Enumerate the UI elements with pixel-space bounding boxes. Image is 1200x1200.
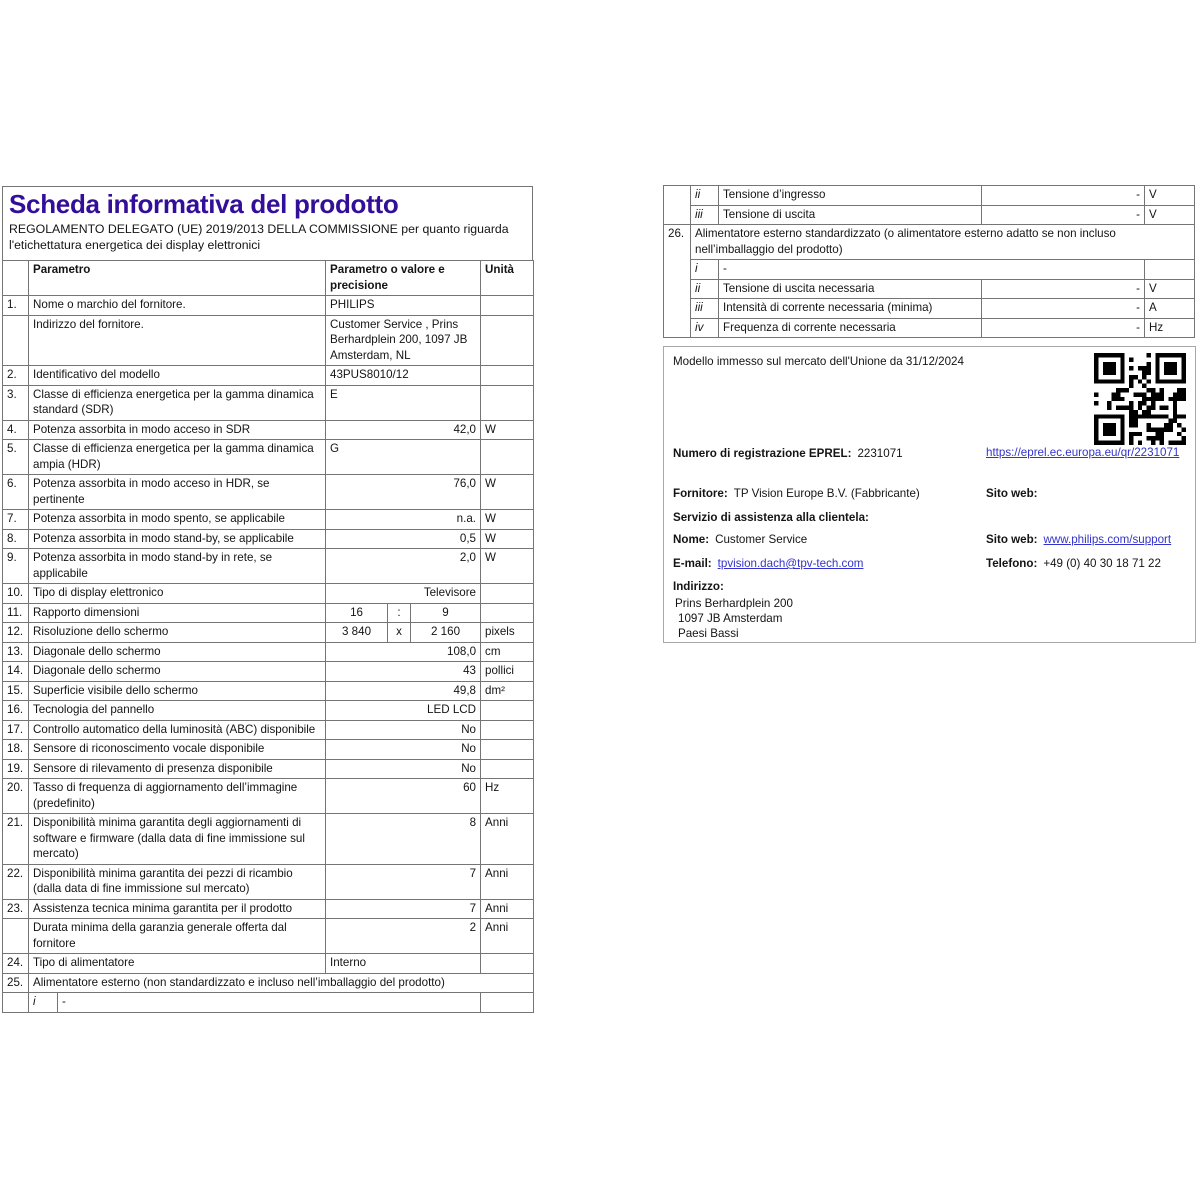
nome-label: Nome: xyxy=(673,533,710,546)
row-number xyxy=(664,186,691,225)
ratio-width: 16 xyxy=(326,603,388,623)
row-value: 2 xyxy=(326,919,481,954)
address-line-2: 1097 JB Amsterdam xyxy=(678,612,783,625)
subrow-value: - xyxy=(719,260,1145,280)
header-value: Parametro o valore e precisione xyxy=(326,261,481,296)
page-subtitle: REGOLAMENTO DELEGATO (UE) 2019/2013 DELLA COMMISSIONE per quanto riguarda l'etichettatura energetica dei display elettronici xyxy=(9,222,509,252)
table-row xyxy=(3,759,534,779)
row-unit: pixels xyxy=(481,623,534,643)
row-number: 23. xyxy=(3,899,29,919)
row-label: Identificativo del modello xyxy=(29,366,326,386)
power-supply-table xyxy=(663,185,1195,338)
row-value: 43PUS8010/12 xyxy=(326,366,481,386)
row-label: Alimentatore esterno (non standardizzato e incluso nell’imballaggio del prodotto) xyxy=(29,973,534,993)
table-row xyxy=(3,779,534,814)
row-unit xyxy=(481,296,534,316)
indirizzo-line xyxy=(673,579,724,594)
row-number: 3. xyxy=(3,385,29,420)
row-unit: cm xyxy=(481,642,534,662)
row-unit: Anni xyxy=(481,919,534,954)
row-number: 16. xyxy=(3,701,29,721)
subrow-index: iii xyxy=(691,299,719,319)
row-label: Tensione di uscita xyxy=(719,205,982,225)
row-number: 5. xyxy=(3,440,29,475)
sito-web-line xyxy=(986,486,1038,501)
row-value: 43 xyxy=(326,662,481,682)
table-row xyxy=(3,681,534,701)
row-value: E xyxy=(326,385,481,420)
nome-line xyxy=(673,532,807,547)
table-row xyxy=(3,701,534,721)
table-row xyxy=(3,420,534,440)
row-label: Potenza assorbita in modo stand-by in rete, se applicabile xyxy=(29,549,326,584)
email-link[interactable]: tpvision.dach@tpv-tech.com xyxy=(717,557,864,570)
table-row-aspect-ratio xyxy=(3,603,534,623)
row-number xyxy=(3,993,29,1013)
qr-code-icon xyxy=(1094,353,1186,445)
row-number: 10. xyxy=(3,584,29,604)
table-row xyxy=(3,899,534,919)
subrow-index: i xyxy=(29,993,58,1013)
table-row xyxy=(3,814,534,865)
address-line-1: Prins Berhardplein 200 xyxy=(675,597,793,610)
row-value: - xyxy=(982,205,1145,225)
philips-support-link[interactable]: www.philips.com/support xyxy=(1043,533,1172,546)
table-row xyxy=(3,296,534,316)
subrow-index: ii xyxy=(691,279,719,299)
row-number: 24. xyxy=(3,954,29,974)
fornitore-label: Fornitore: xyxy=(673,487,728,500)
eprel-registration-line xyxy=(673,446,903,461)
row-unit: V xyxy=(1145,186,1195,206)
row-number: 7. xyxy=(3,510,29,530)
row-unit: dm² xyxy=(481,681,534,701)
row-number: 2. xyxy=(3,366,29,386)
row-number: 9. xyxy=(3,549,29,584)
row-number: 8. xyxy=(3,529,29,549)
table-row xyxy=(3,642,534,662)
row-unit xyxy=(481,954,534,974)
row-value: n.a. xyxy=(326,510,481,530)
table-row xyxy=(3,315,534,366)
row-label: Superficie visibile dello schermo xyxy=(29,681,326,701)
row-label: Alimentatore esterno standardizzato (o alimentatore esterno adatto se non incluso nell’imballaggio del prodotto) xyxy=(691,225,1195,260)
row-label: Intensità di corrente necessaria (minima) xyxy=(719,299,982,319)
nome-value: Customer Service xyxy=(715,533,808,546)
row-number: 19. xyxy=(3,759,29,779)
row-label: Diagonale dello schermo xyxy=(29,662,326,682)
row-unit: W xyxy=(481,549,534,584)
row-value: No xyxy=(326,759,481,779)
table-row xyxy=(3,549,534,584)
row-label: Rapporto dimensioni xyxy=(29,603,326,623)
row-label: Tasso di frequenza di aggiornamento dell’immagine (predefinito) xyxy=(29,779,326,814)
table-row xyxy=(3,720,534,740)
table-row-section-26 xyxy=(664,225,1195,260)
row-number: 15. xyxy=(3,681,29,701)
table-row xyxy=(3,740,534,760)
row-label: Potenza assorbita in modo acceso in HDR, se pertinente xyxy=(29,475,326,510)
row-value: No xyxy=(326,740,481,760)
table-row xyxy=(3,385,534,420)
table-row-section-25 xyxy=(3,973,534,993)
table-row xyxy=(3,584,534,604)
row-number: 17. xyxy=(3,720,29,740)
row-unit xyxy=(481,701,534,721)
indirizzo-label: Indirizzo: xyxy=(673,580,724,593)
table-row xyxy=(3,529,534,549)
subrow-index: ii xyxy=(691,186,719,206)
subrow-value: - xyxy=(58,993,481,1013)
sito-web-label: Sito web: xyxy=(986,533,1038,546)
row-value: G xyxy=(326,440,481,475)
telefono-value: +49 (0) 40 30 18 71 22 xyxy=(1043,557,1161,570)
table-row xyxy=(3,440,534,475)
row-unit xyxy=(1145,260,1195,280)
row-label: Potenza assorbita in modo acceso in SDR xyxy=(29,420,326,440)
header-unit: Unità xyxy=(481,261,534,296)
row-value: 60 xyxy=(326,779,481,814)
row-label: Potenza assorbita in modo spento, se applicabile xyxy=(29,510,326,530)
table-subrow-i xyxy=(664,260,1195,280)
row-label: Classe di efficienza energetica per la gamma dinamica standard (SDR) xyxy=(29,385,326,420)
row-value: Interno xyxy=(326,954,481,974)
row-number: 20. xyxy=(3,779,29,814)
row-unit: Anni xyxy=(481,864,534,899)
row-number: 25. xyxy=(3,973,29,993)
row-number: 11. xyxy=(3,603,29,623)
right-panel xyxy=(663,185,1194,338)
table-row xyxy=(3,919,534,954)
row-unit: pollici xyxy=(481,662,534,682)
row-unit xyxy=(481,740,534,760)
table-subrow-i xyxy=(3,993,534,1013)
subrow-index: iv xyxy=(691,318,719,338)
header-param: Parametro xyxy=(29,261,326,296)
row-unit: V xyxy=(1145,205,1195,225)
row-label: Assistenza tecnica minima garantita per il prodotto xyxy=(29,899,326,919)
eprel-label: Numero di registrazione EPREL: xyxy=(673,447,852,460)
row-unit: W xyxy=(481,529,534,549)
row-value: - xyxy=(982,299,1145,319)
title-box xyxy=(2,186,533,260)
row-unit: W xyxy=(481,510,534,530)
eprel-number: 2231071 xyxy=(857,447,903,460)
row-unit: Hz xyxy=(481,779,534,814)
row-value: 8 xyxy=(326,814,481,865)
row-number: 13. xyxy=(3,642,29,662)
row-label: Tecnologia del pannello xyxy=(29,701,326,721)
row-number: 1. xyxy=(3,296,29,316)
table-subrow-iii xyxy=(664,299,1195,319)
row-value: - xyxy=(982,186,1145,206)
table-header-row xyxy=(3,261,534,296)
row-value: Customer Service , Prins Berhardplein 200, 1097 JB Amsterdam, NL xyxy=(326,315,481,366)
row-unit xyxy=(481,366,534,386)
row-label: Risoluzione dello schermo xyxy=(29,623,326,643)
sito-web-support-line xyxy=(986,532,1171,547)
row-number: 12. xyxy=(3,623,29,643)
table-subrow-iv xyxy=(664,318,1195,338)
row-number: 6. xyxy=(3,475,29,510)
row-label: Classe di efficienza energetica per la gamma dinamica ampia (HDR) xyxy=(29,440,326,475)
market-date-line: Modello immesso sul mercato dell'Unione da 31/12/2024 xyxy=(673,355,964,368)
resolution-separator: x xyxy=(388,623,411,643)
row-label: Tipo di display elettronico xyxy=(29,584,326,604)
row-number: 26. xyxy=(664,225,691,338)
table-row xyxy=(3,366,534,386)
row-number xyxy=(3,919,29,954)
row-label: Disponibilità minima garantita dei pezzi di ricambio (dalla data di fine immissione sul mercato) xyxy=(29,864,326,899)
row-unit xyxy=(481,584,534,604)
row-label: Tipo di alimentatore xyxy=(29,954,326,974)
email-label: E-mail: xyxy=(673,557,712,570)
product-parameters-table xyxy=(2,260,534,1013)
row-label: Controllo automatico della luminosità (ABC) disponibile xyxy=(29,720,326,740)
row-value: No xyxy=(326,720,481,740)
row-number: 18. xyxy=(3,740,29,760)
row-unit: W xyxy=(481,475,534,510)
row-label: Sensore di rilevamento di presenza disponibile xyxy=(29,759,326,779)
address-line-3: Paesi Bassi xyxy=(678,627,739,640)
email-line xyxy=(673,556,863,571)
row-unit xyxy=(481,385,534,420)
fornitore-value: TP Vision Europe B.V. (Fabbricante) xyxy=(733,487,920,500)
fornitore-line xyxy=(673,486,920,501)
row-value: 49,8 xyxy=(326,681,481,701)
eprel-link[interactable]: https://eprel.ec.europa.eu/qr/2231071 xyxy=(986,446,1180,459)
row-label: Durata minima della garanzia generale offerta dal fornitore xyxy=(29,919,326,954)
row-value: - xyxy=(982,318,1145,338)
row-number: 14. xyxy=(3,662,29,682)
row-unit: W xyxy=(481,420,534,440)
table-row xyxy=(3,954,534,974)
row-value: 42,0 xyxy=(326,420,481,440)
row-label: Tensione di uscita necessaria xyxy=(719,279,982,299)
table-subrow-iii xyxy=(664,205,1195,225)
row-label: Nome o marchio del fornitore. xyxy=(29,296,326,316)
row-value: 7 xyxy=(326,899,481,919)
row-label: Disponibilità minima garantita degli aggiornamenti di software e firmware (dalla data di fine immissione sul mercato) xyxy=(29,814,326,865)
table-subrow-ii xyxy=(664,186,1195,206)
row-label: Frequenza di corrente necessaria xyxy=(719,318,982,338)
row-unit: Anni xyxy=(481,899,534,919)
left-panel xyxy=(2,186,533,1013)
row-value: 76,0 xyxy=(326,475,481,510)
row-number xyxy=(3,315,29,366)
table-row-resolution xyxy=(3,623,534,643)
row-number: 4. xyxy=(3,420,29,440)
table-row xyxy=(3,662,534,682)
resolution-height: 2 160 xyxy=(411,623,481,643)
servizio-line xyxy=(673,510,869,525)
row-value: 108,0 xyxy=(326,642,481,662)
row-value: 2,0 xyxy=(326,549,481,584)
row-unit xyxy=(481,759,534,779)
ratio-height: 9 xyxy=(411,603,481,623)
servizio-label: Servizio di assistenza alla clientela: xyxy=(673,511,869,524)
row-unit xyxy=(481,720,534,740)
row-value: 0,5 xyxy=(326,529,481,549)
supplier-info-box xyxy=(663,346,1196,643)
row-number: 22. xyxy=(3,864,29,899)
telefono-line xyxy=(986,556,1161,571)
row-unit xyxy=(481,440,534,475)
page-title: Scheda informativa del prodotto xyxy=(9,189,399,219)
table-row xyxy=(3,864,534,899)
subrow-index: i xyxy=(691,260,719,280)
row-label: Potenza assorbita in modo stand-by, se applicabile xyxy=(29,529,326,549)
row-value: LED LCD xyxy=(326,701,481,721)
row-value: 7 xyxy=(326,864,481,899)
row-value: - xyxy=(982,279,1145,299)
row-label: Tensione d’ingresso xyxy=(719,186,982,206)
row-label: Diagonale dello schermo xyxy=(29,642,326,662)
row-unit: Hz xyxy=(1145,318,1195,338)
row-value: Televisore xyxy=(326,584,481,604)
row-value: PHILIPS xyxy=(326,296,481,316)
row-unit: V xyxy=(1145,279,1195,299)
subrow-index: iii xyxy=(691,205,719,225)
row-unit: A xyxy=(1145,299,1195,319)
row-label: Sensore di riconoscimento vocale disponibile xyxy=(29,740,326,760)
table-row xyxy=(3,510,534,530)
row-label: Indirizzo del fornitore. xyxy=(29,315,326,366)
sito-web-label: Sito web: xyxy=(986,487,1038,500)
row-unit xyxy=(481,993,534,1013)
table-row xyxy=(3,475,534,510)
telefono-label: Telefono: xyxy=(986,557,1038,570)
row-unit xyxy=(481,603,534,623)
ratio-separator: : xyxy=(388,603,411,623)
resolution-width: 3 840 xyxy=(326,623,388,643)
row-unit xyxy=(481,315,534,366)
table-subrow-ii xyxy=(664,279,1195,299)
row-unit: Anni xyxy=(481,814,534,865)
header-num-cell xyxy=(3,261,29,296)
row-number: 21. xyxy=(3,814,29,865)
